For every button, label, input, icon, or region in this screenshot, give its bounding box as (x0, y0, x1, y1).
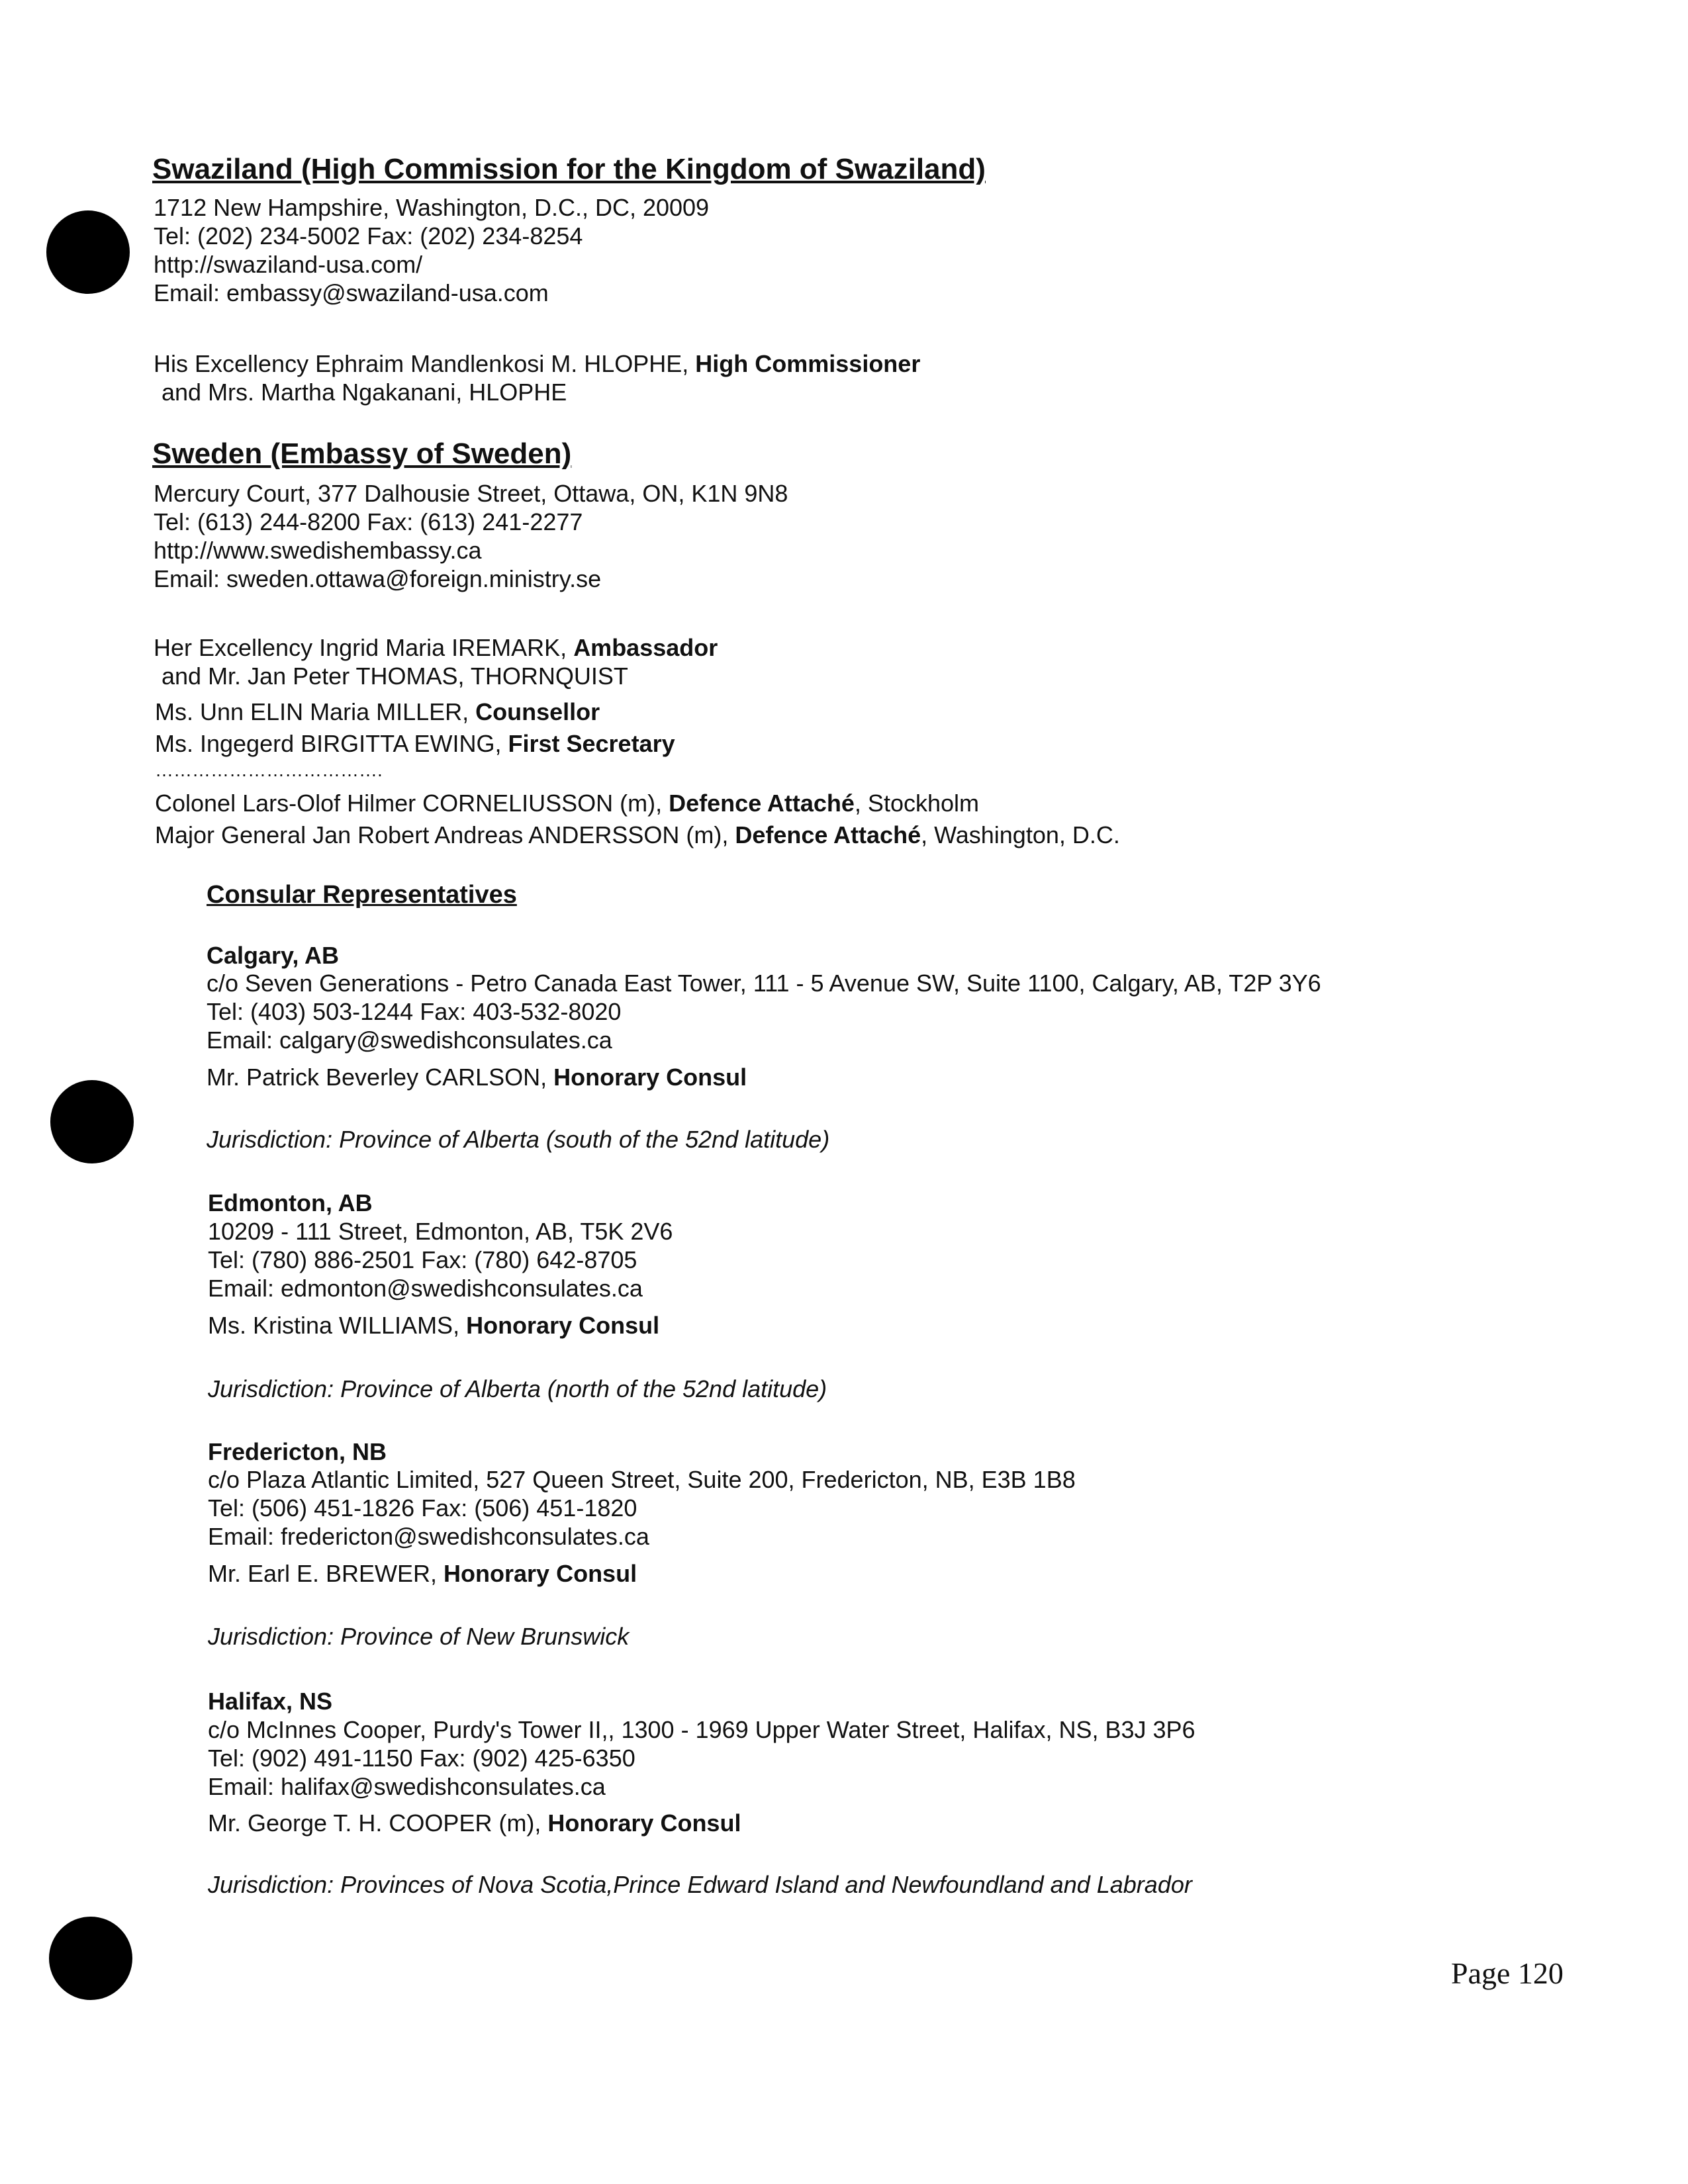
punch-hole-bottom (49, 1917, 132, 2000)
consulate-person: Mr. Earl E. BREWER, Honorary Consul (208, 1560, 637, 1587)
consulate-email: Email: halifax@swedishconsulates.ca (208, 1773, 606, 1800)
staff-counsellor: Ms. Unn ELIN Maria MILLER, Counsellor (155, 698, 600, 725)
sweden-heading: Sweden (Embassy of Sweden) (152, 437, 572, 470)
consulate-city: Fredericton, NB (208, 1438, 387, 1465)
consulate-city: Edmonton, AB (208, 1189, 373, 1216)
consulate-jurisdiction: Jurisdiction: Province of New Brunswick (208, 1623, 630, 1650)
consulate-person: Mr. Patrick Beverley CARLSON, Honorary Consul (207, 1064, 747, 1091)
consulate-email: Email: calgary@swedishconsulates.ca (207, 1026, 612, 1054)
defence-attache-stockholm: Colonel Lars-Olof Hilmer CORNELIUSSON (m), Defence Attaché, Stockholm (155, 790, 979, 817)
consulate-city: Calgary, AB (207, 942, 340, 969)
punch-hole-middle (50, 1080, 134, 1163)
consulate-city: Halifax, NS (208, 1688, 333, 1715)
punch-hole-top (46, 210, 130, 294)
sweden-spouse: and Mr. Jan Peter THOMAS, THORNQUIST (162, 662, 628, 690)
sweden-head-of-mission: Her Excellency Ingrid Maria IREMARK, Ambassador (154, 634, 718, 661)
staff-first-secretary: Ms. Ingegerd BIRGITTA EWING, First Secretary (155, 730, 675, 757)
consulate-jurisdiction: Jurisdiction: Province of Alberta (north of the 52nd latitude) (208, 1375, 827, 1402)
consulate-email: Email: edmonton@swedishconsulates.ca (208, 1275, 643, 1302)
consulate-address: c/o Plaza Atlantic Limited, 527 Queen Street, Suite 200, Fredericton, NB, E3B 1B8 (208, 1466, 1076, 1493)
sweden-email: Email: sweden.ottawa@foreign.ministry.se (154, 565, 602, 592)
consulate-jurisdiction: Jurisdiction: Provinces of Nova Scotia,Prince Edward Island and Newfoundland and Labrador (208, 1871, 1192, 1898)
consulate-phone: Tel: (506) 451-1826 Fax: (506) 451-1820 (208, 1494, 637, 1522)
consulate-address: 10209 - 111 Street, Edmonton, AB, T5K 2V6 (208, 1218, 673, 1245)
consulate-phone: Tel: (403) 503-1244 Fax: 403-532-8020 (207, 998, 622, 1025)
swaziland-head-of-mission: His Excellency Ephraim Mandlenkosi M. HLOPHE, High Commissioner (154, 350, 921, 377)
swaziland-email: Email: embassy@swaziland-usa.com (154, 279, 549, 306)
swaziland-website: http://swaziland-usa.com/ (154, 251, 423, 278)
page-number: Page 120 (1451, 1956, 1564, 1990)
consulate-person: Ms. Kristina WILLIAMS, Honorary Consul (208, 1312, 660, 1339)
dotted-separator: ………………………………. (155, 760, 383, 780)
consulate-address: c/o McInnes Cooper, Purdy's Tower II,, 1300 - 1969 Upper Water Street, Halifax, NS, B3J 3P6 (208, 1716, 1196, 1743)
swaziland-address: 1712 New Hampshire, Washington, D.C., DC, 20009 (154, 194, 710, 221)
consulate-phone: Tel: (902) 491-1150 Fax: (902) 425-6350 (208, 1745, 635, 1772)
swaziland-heading: Swaziland (High Commission for the Kingdom of Swaziland) (152, 153, 986, 185)
sweden-address: Mercury Court, 377 Dalhousie Street, Ottawa, ON, K1N 9N8 (154, 480, 788, 507)
consulate-phone: Tel: (780) 886-2501 Fax: (780) 642-8705 (208, 1246, 637, 1273)
consulate-jurisdiction: Jurisdiction: Province of Alberta (south of the 52nd latitude) (207, 1126, 830, 1153)
swaziland-phone: Tel: (202) 234-5002 Fax: (202) 234-8254 (154, 222, 583, 250)
sweden-phone: Tel: (613) 244-8200 Fax: (613) 241-2277 (154, 508, 583, 535)
defence-attache-washington: Major General Jan Robert Andreas ANDERSSON (m), Defence Attaché, Washington, D.C. (155, 821, 1120, 848)
consular-representatives-heading: Consular Representatives (207, 881, 517, 909)
consulate-email: Email: fredericton@swedishconsulates.ca (208, 1523, 649, 1550)
consulate-person: Mr. George T. H. COOPER (m), Honorary Consul (208, 1809, 741, 1837)
sweden-website: http://www.swedishembassy.ca (154, 537, 482, 564)
swaziland-spouse: and Mrs. Martha Ngakanani, HLOPHE (162, 379, 567, 406)
consulate-address: c/o Seven Generations - Petro Canada East Tower, 111 - 5 Avenue SW, Suite 1100, Calgary, AB, T2P 3Y6 (207, 970, 1321, 997)
